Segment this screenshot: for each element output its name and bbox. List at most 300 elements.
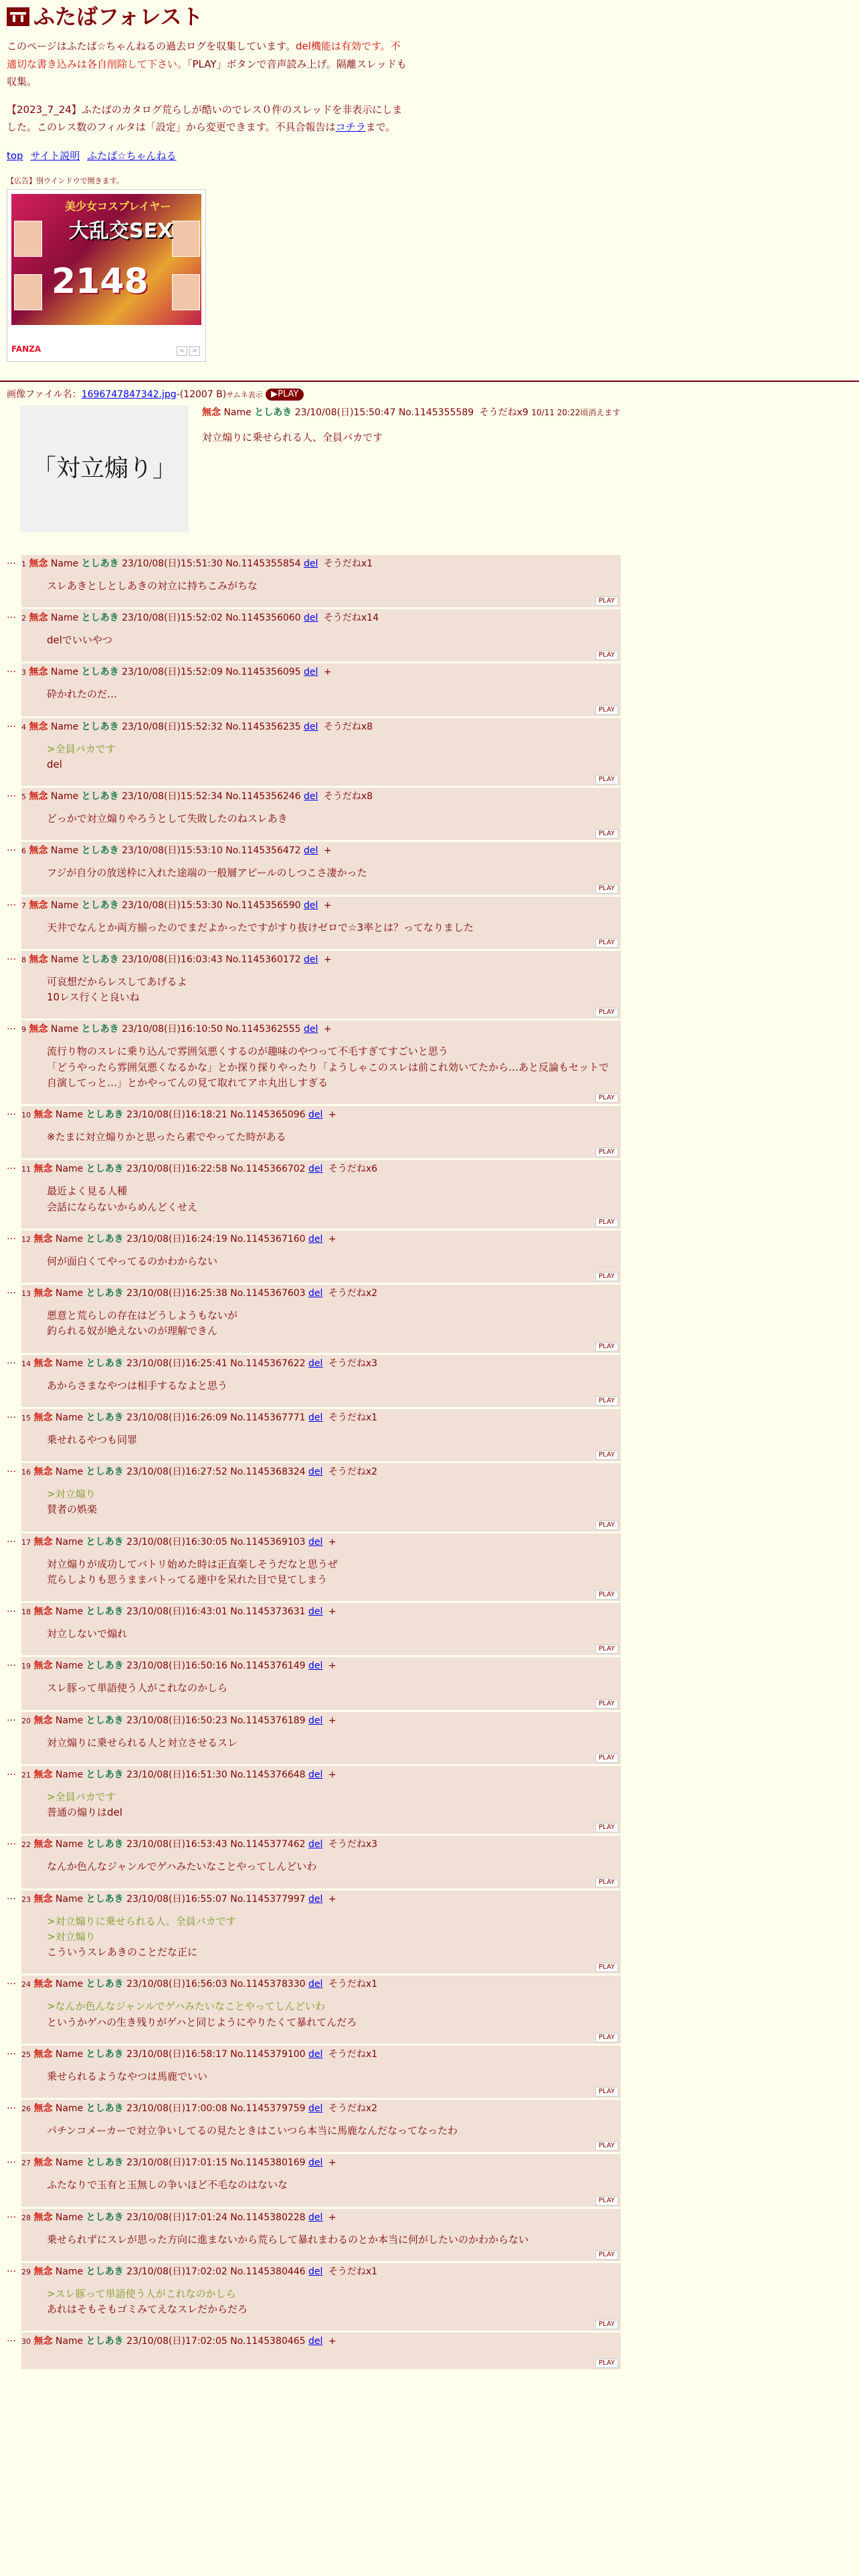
reply-datetime: 23/10/08(日)16:22:58 [126,1164,227,1175]
bug-report-link[interactable]: コチラ [335,121,366,134]
del-link[interactable]: del [308,2266,323,2277]
reply-header [21,1109,615,1121]
reply-subject: 無念 [33,1109,53,1121]
sodane-button[interactable]: そうだねx8 [323,721,373,732]
del-link[interactable]: del [304,954,318,965]
reply-datetime: 23/10/08(日)16:43:01 [126,1606,227,1618]
reply-name-label: Name [50,954,79,965]
reply-header [21,1893,615,1906]
sodane-button[interactable]: + [328,1660,337,1672]
reply-marker: … [7,1355,15,1366]
comment-line: というかゲハの生き残りがゲハと同じようにやりたくて暴れてんだろ [47,2016,357,2028]
reply-header [21,899,615,912]
reply-marker: … [7,1766,15,1778]
reply-marker: … [7,1021,15,1033]
reply-subject: 無念 [33,1164,53,1175]
quote-line: >なんか色んなジャンルでゲハみたいなことやってしんどいわ [47,2000,325,2013]
op-body [7,405,852,532]
reply-name-label: Name [55,1715,84,1726]
ad-image[interactable] [11,194,201,325]
reply-play-button[interactable]: PLAY [595,597,618,606]
reply-number: No.1145360172 [225,954,301,965]
comment-line: 10レス行くと良いね [47,991,140,1004]
ad-section [7,175,408,362]
reply-header [21,1287,615,1300]
reply-number: No.1145380446 [230,2266,306,2277]
reply-row [7,842,859,894]
reply-datetime: 23/10/08(日)16:18:21 [126,1109,227,1121]
reply-datetime: 23/10/08(日)16:27:52 [126,1467,227,1478]
sodane-button[interactable]: + [328,1715,337,1726]
reply-index: 11 [21,1165,31,1174]
del-link[interactable]: del [304,613,318,624]
reply-index: 21 [21,1770,31,1780]
reply-comment [47,1044,615,1091]
reply-comment [47,1557,615,1588]
reply-subject: 無念 [29,954,48,965]
reply-name-label: Name [50,1024,79,1035]
reply-datetime: 23/10/08(日)15:52:32 [122,721,223,732]
reply-name: としあき [86,1839,124,1850]
reply-name: としあき [86,1893,124,1905]
del-link[interactable]: del [308,1893,323,1905]
reply-play-button[interactable]: PLAY [595,1342,618,1352]
reply-datetime: 23/10/08(日)17:02:05 [126,2336,227,2347]
reply-play-button[interactable]: PLAY [595,1521,618,1530]
op-name: としあき [254,407,292,418]
reply-comment [47,1308,615,1339]
reply-box [21,1021,621,1104]
reply-name-label: Name [55,2157,84,2169]
del-link[interactable]: del [308,2157,323,2169]
del-link[interactable]: del [308,1288,323,1299]
reply-play-button[interactable]: PLAY [595,706,618,715]
comment-line: 可哀想だからレスしてあげるよ [47,975,187,988]
reply-subject: 無念 [29,613,48,624]
reply-marker: … [7,2209,15,2220]
sodane-button[interactable]: + [328,2157,337,2169]
reply-row [7,1766,859,1834]
reply-marker: … [7,2263,15,2274]
reply-datetime: 23/10/08(日)15:53:30 [122,899,223,911]
reply-index: 4 [21,722,26,732]
reply-index: 26 [21,2105,31,2114]
reply-play-button[interactable]: PLAY [595,1878,618,1887]
reply-number: No.1145367160 [230,1233,306,1245]
reply-marker: … [7,1285,15,1297]
del-link[interactable]: del [308,1164,323,1175]
del-link[interactable]: del [308,2212,323,2223]
del-link[interactable]: del [304,667,318,678]
reply-datetime: 23/10/08(日)16:51:30 [126,1769,227,1780]
reply-subject: 無念 [29,899,48,911]
op-comment: 対立煽りに乗せられる人、全員バカです [202,431,383,444]
comment-line: delでいいやつ [47,634,112,647]
reply-box [21,718,621,786]
reply-name: としあき [86,1715,124,1726]
reply-name: としあき [81,613,119,624]
reply-subject: 無念 [29,791,48,802]
reply-play-button[interactable]: PLAY [595,1218,618,1227]
reply-marker: … [7,897,15,908]
reply-header [21,1023,615,1036]
reply-subject: 無念 [33,1660,53,1672]
reply-number: No.1145376189 [230,1715,306,1726]
sodane-button[interactable]: そうだねx1 [328,2048,378,2060]
sodane-button[interactable]: そうだねx2 [328,2103,378,2115]
reply-play-button[interactable]: PLAY [595,1272,618,1281]
reply-datetime: 23/10/08(日)15:52:02 [122,613,223,624]
reply-row [7,788,859,840]
reply-subject: 無念 [33,1606,53,1618]
reply-play-button[interactable]: PLAY [595,2087,618,2097]
reply-box [21,2154,621,2206]
quote-line: >全員バカです [47,742,116,755]
reply-name: としあき [86,2212,124,2223]
reply-datetime: 23/10/08(日)17:01:24 [126,2212,227,2223]
del-link[interactable]: del [308,1606,323,1618]
sodane-button[interactable]: + [328,1233,337,1245]
reply-name-label: Name [50,791,79,802]
reply-name: としあき [86,2157,124,2169]
reply-box [21,1106,621,1158]
reply-row [7,1891,859,1974]
op-sodane-button[interactable]: そうだねx9 [479,407,529,418]
reply-header [21,2103,615,2115]
del-link[interactable]: del [308,1358,323,1369]
reply-number: No.1145380169 [230,2157,306,2169]
reply-number: No.1145376149 [230,1660,306,1672]
reply-comment [47,920,615,936]
chevron-right-icon[interactable]: > [189,346,200,356]
del-link[interactable]: del [308,1660,323,1672]
ad-brand: FANZA [11,344,41,354]
reply-play-button[interactable]: PLAY [595,1699,618,1709]
reply-box [21,1160,621,1228]
reply-play-button[interactable]: PLAY [595,1753,618,1763]
reply-row [7,2333,859,2369]
sodane-button[interactable]: + [328,2212,337,2223]
file-note: サムネ表示 [226,391,263,400]
reply-datetime: 23/10/08(日)17:01:15 [126,2157,227,2169]
reply-name-label: Name [55,1109,84,1121]
reply-play-button[interactable]: PLAY [595,1823,618,1832]
sodane-button[interactable]: そうだねx1 [328,1412,378,1423]
reply-header [21,1358,615,1370]
reply-play-button[interactable]: PLAY [595,2141,618,2151]
reply-marker: … [7,1836,15,1848]
comment-line: 対立煽りが成功してバトリ始めた時は正直楽しそうだなと思うぜ [47,1558,338,1570]
file-size: -(12007 B) [176,389,227,401]
reply-marker: … [7,2155,15,2166]
del-link[interactable]: del [308,1839,323,1850]
reply-name: としあき [81,721,119,732]
reply-play-button[interactable]: PLAY [595,1148,618,1157]
comment-line: 会話にならないからめんどくせえ [47,1200,198,1213]
reply-datetime: 23/10/08(日)16:50:16 [126,1660,227,1672]
reply-header [21,954,615,966]
reply-index: 7 [21,901,26,910]
reply-row [7,2154,859,2206]
reply-marker: … [7,1230,15,1242]
reply-subject: 無念 [33,1979,53,1990]
reply-comment [47,1914,615,1961]
reply-number: No.1145380228 [230,2212,306,2223]
comment-line: 乗せられずにスレが思った方向に進まないから荒らして暴れまわるのとか本当に何がしたいのかわからない [47,2233,529,2246]
reply-play-button[interactable]: PLAY [595,1396,618,1406]
reply-index: 17 [21,1537,31,1547]
reply-box [21,951,621,1019]
reply-play-button[interactable]: PLAY [595,775,618,784]
sodane-button[interactable]: そうだねx8 [323,791,373,802]
sodane-button[interactable]: そうだねx3 [328,1839,378,1850]
reply-datetime: 23/10/08(日)15:52:34 [122,791,223,802]
reply-header [21,612,615,625]
sodane-button[interactable]: + [328,1536,337,1547]
sodane-button[interactable]: + [323,899,332,911]
reply-play-button[interactable]: PLAY [595,2359,618,2368]
reply-number: No.1145373631 [230,1606,306,1618]
reply-index: 29 [21,2267,31,2276]
reply-play-button[interactable]: PLAY [595,2250,618,2260]
comment-line: 賛者の娯楽 [47,1503,98,1516]
reply-subject: 無念 [33,1536,53,1547]
reply-subject: 無念 [33,2157,53,2169]
reply-name: としあき [86,1606,124,1618]
reply-marker: … [7,1604,15,1615]
reply-header [21,1412,615,1424]
reply-box [21,1836,621,1888]
reply-row [7,1975,859,2044]
reply-box [21,842,621,894]
sodane-button[interactable]: そうだねx1 [328,2266,378,2277]
reply-header [21,1838,615,1851]
reply-name: としあき [86,2266,124,2277]
del-link[interactable]: del [308,1109,323,1121]
reply-datetime: 23/10/08(日)15:52:09 [122,667,223,678]
reply-name-label: Name [55,2266,84,2277]
sodane-button[interactable]: + [328,2336,337,2347]
del-link[interactable]: del [304,558,318,569]
del-link[interactable]: del [308,1233,323,1245]
reply-row [7,2100,859,2152]
reply-play-button[interactable]: PLAY [595,2196,618,2206]
del-link[interactable]: del [304,791,318,802]
file-label: 画像ファイル名： [7,389,82,401]
reply-play-button[interactable]: PLAY [595,884,618,893]
op-file-link[interactable]: 1696747847342.jpg [81,389,177,401]
chevron-left-icon[interactable]: < [177,346,187,356]
sodane-button[interactable]: そうだねx3 [328,1358,378,1369]
comment-line: del [47,758,62,770]
nav-about-link[interactable]: サイト説明 [30,149,80,162]
reply-row [7,2046,859,2098]
reply-subject: 無念 [33,1715,53,1726]
op-file-info [7,387,852,402]
reply-box [21,555,621,607]
sodane-button[interactable]: そうだねx6 [328,1164,378,1175]
del-link[interactable]: del [308,2336,323,2347]
sodane-button[interactable]: + [328,1606,337,1618]
reply-header [21,1660,615,1673]
reply-datetime: 23/10/08(日)16:24:19 [126,1233,227,1245]
sodane-button[interactable]: + [328,1109,337,1121]
nav-futaba-link[interactable]: ふたば☆ちゃんねる [87,149,177,162]
reply-index: 23 [21,1895,31,1904]
ad-tile [14,274,42,310]
reply-index: 12 [21,1235,31,1244]
reply-number: No.1145356095 [225,667,301,678]
notice-text: 【2023_7_24】ふたばのカタログ荒らしが酷いのでレス０件のスレッドを非表示にしました。このレス数のフィルタは「設定」から変更できます。不具合報告は [7,104,403,134]
reply-datetime: 23/10/08(日)16:25:38 [126,1288,227,1299]
reply-marker: … [7,2046,15,2057]
reply-name: としあき [86,1536,124,1547]
op-name-label: Name [223,407,252,418]
reply-box [21,1463,621,1531]
reply-number: No.1145367622 [230,1358,306,1369]
reply-name: としあき [81,1024,119,1035]
del-link[interactable]: del [304,721,318,732]
reply-subject: 無念 [33,1769,53,1780]
reply-play-button[interactable]: PLAY [595,829,618,839]
reply-name-label: Name [50,899,79,911]
reply-name-label: Name [55,1164,84,1175]
reply-datetime: 23/10/08(日)16:03:43 [122,954,223,965]
ad-subheadline: 大乱交SEX [69,219,173,243]
del-link[interactable]: del [308,1769,323,1780]
notice-text-end: まで。 [365,121,396,134]
reply-subject: 無念 [29,667,48,678]
reply-datetime: 23/10/08(日)16:58:17 [126,2048,227,2060]
del-link[interactable]: del [304,845,318,857]
op-expire: 10/11 20:22頃消えます [531,407,621,417]
sodane-button[interactable]: そうだねx14 [323,613,379,624]
reply-play-button[interactable]: PLAY [595,938,618,948]
reply-comment [47,633,615,648]
comment-line: 「どうやったら雰囲気悪くなるかな」とか探り探りやったり「ようしゃこのスレは前これ効いてたから…あと反論もセットで自演してっと…」とかやってんの見て取れてアホ丸出しすぎる [47,1061,609,1089]
del-link[interactable]: del [304,899,318,911]
reply-play-button[interactable]: PLAY [595,1963,618,1972]
sodane-button[interactable]: + [328,1893,337,1905]
reply-marker: … [7,1891,15,1902]
reply-box [21,1657,621,1709]
del-notice: del機能は有効です。不適切な書き込みは各自削除して下さい。 [7,40,401,70]
reply-play-button[interactable]: PLAY [595,1590,618,1600]
reply-row [7,609,859,661]
comment-line: どっかで対立煽りやろうとして失敗したのねスレあき [47,813,288,825]
reply-name-label: Name [55,1893,84,1905]
reply-index: 20 [21,1716,31,1725]
del-link[interactable]: del [308,1536,323,1547]
reply-name-label: Name [50,613,79,624]
intro-text-2: 「PLAY」ボタンで音声読み上げ。隔離スレッドも収集。 [7,58,407,88]
reply-box [21,1603,621,1655]
reply-number: No.1145378330 [230,1979,306,1990]
del-link[interactable]: del [308,2103,323,2115]
reply-list [0,555,859,2370]
reply-play-button[interactable]: PLAY [595,1644,618,1654]
del-link[interactable]: del [304,1024,318,1035]
ad-tile [14,221,42,257]
sodane-button[interactable]: + [328,1769,337,1780]
sodane-button[interactable]: そうだねx1 [328,1979,378,1990]
op-thumbnail[interactable]: 「対立煽り」 [20,405,189,532]
reply-box [21,609,621,661]
reply-row [7,1712,859,1764]
del-link[interactable]: del [308,1467,323,1478]
reply-box [21,897,621,949]
reply-name: としあき [81,845,119,857]
reply-comment [47,2177,615,2193]
op-play-button[interactable]: ▶PLAY [266,389,304,401]
reply-play-button[interactable]: PLAY [595,1093,618,1103]
intro-paragraph-1 [7,37,408,90]
del-link[interactable]: del [308,2048,323,2060]
reply-play-button[interactable]: PLAY [595,1451,618,1460]
comment-line: 最近よく見る人種 [47,1185,128,1198]
reply-box [21,1533,621,1602]
reply-name: としあき [86,1769,124,1780]
reply-number: No.1145376648 [230,1769,306,1780]
reply-play-button[interactable]: PLAY [595,2033,618,2042]
sodane-button[interactable]: + [323,954,332,965]
ad-tile [172,221,200,257]
del-link[interactable]: del [308,1979,323,1990]
sodane-button[interactable]: そうだねx1 [323,558,373,569]
reply-subject: 無念 [33,1233,53,1245]
sodane-button[interactable]: + [323,1024,332,1035]
reply-row [7,2263,859,2331]
comment-line: こういうスレあきのことだな正に [47,1946,198,1959]
reply-index: 8 [21,955,26,964]
reply-header [21,1715,615,1727]
reply-subject: 無念 [33,1839,53,1850]
reply-marker: … [7,2101,15,2112]
reply-play-button[interactable]: PLAY [595,651,618,660]
nav-top-link[interactable]: top [7,149,23,162]
del-link[interactable]: del [308,1412,323,1423]
reply-row [7,1603,859,1655]
sodane-button[interactable]: そうだねx2 [328,1288,378,1299]
reply-header [21,790,615,803]
comment-line: 流行り物のスレに乗り込んで雰囲気悪くするのが趣味のやつって不毛すぎてすごいと思う [47,1045,448,1058]
sodane-button[interactable]: + [323,845,332,857]
comment-line: 荒らしよりも思うままバトってる連中を呆れた目で見てしまう [47,1573,328,1586]
ad-banner[interactable] [7,189,206,362]
ad-number: 2148 [52,261,149,302]
reply-name: としあき [81,558,119,569]
reply-row [7,555,859,607]
reply-comment [47,1130,615,1145]
reply-play-button[interactable]: PLAY [595,2320,618,2329]
reply-number: No.1145355854 [225,558,301,569]
reply-name: としあき [86,2048,124,2060]
ad-tile [172,274,200,310]
sodane-button[interactable]: そうだねx2 [328,1467,378,1478]
reply-name-label: Name [55,1839,84,1850]
reply-number: No.1145366702 [230,1164,306,1175]
reply-datetime: 23/10/08(日)16:56:03 [126,1979,227,1990]
del-link[interactable]: del [308,1715,323,1726]
sodane-button[interactable]: + [323,667,332,678]
reply-name-label: Name [55,1979,84,1990]
reply-box [21,788,621,840]
reply-name: としあき [86,2336,124,2347]
reply-marker: … [7,555,15,566]
reply-row [7,897,859,949]
ad-note: 【広告】別ウインドウで開きます。 [7,176,124,185]
reply-play-button[interactable]: PLAY [595,1008,618,1017]
